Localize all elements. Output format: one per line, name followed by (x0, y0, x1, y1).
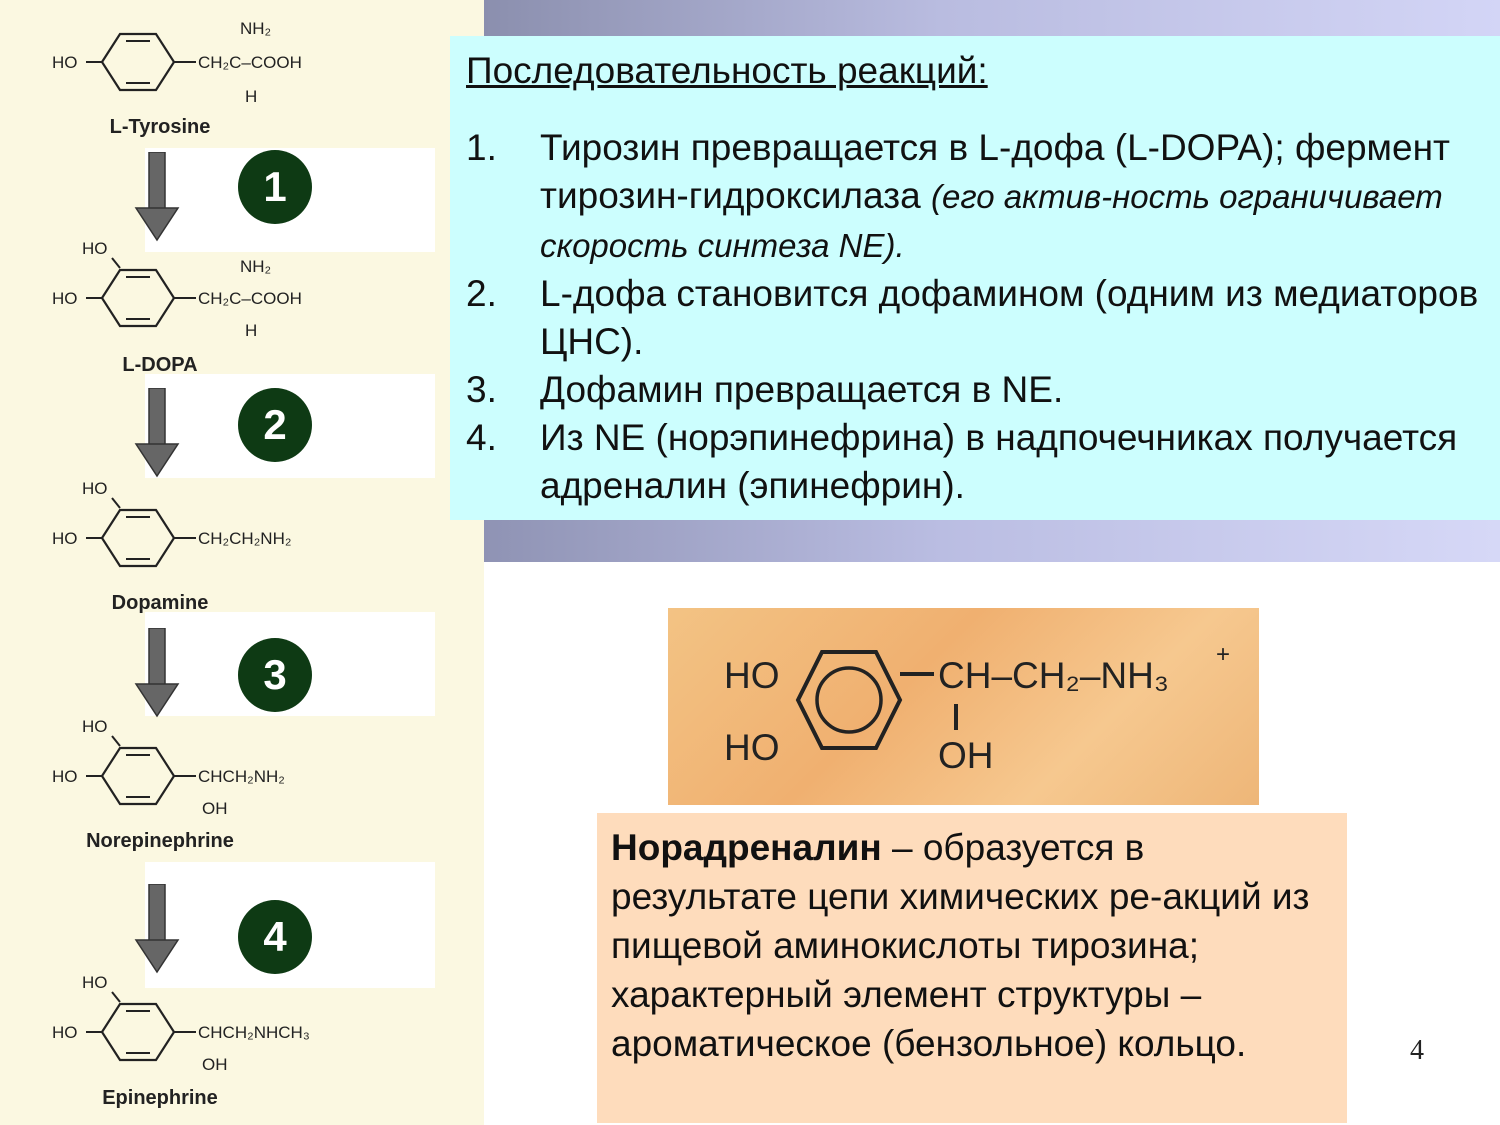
reactions-box (450, 36, 1500, 520)
top-label: NH₂ (240, 257, 272, 276)
benzene-ring-icon (40, 232, 370, 342)
down-arrow-icon (134, 884, 180, 974)
ring-label: HO (52, 289, 78, 308)
ho-top-label: HO (724, 655, 780, 696)
ring-label: HO (82, 973, 108, 992)
reactions-list (466, 124, 1486, 510)
item-text: Из NE (норэпинефрина) в надпочечниках получается адреналин (эпинефрин). (540, 417, 1458, 506)
down-arrow-icon (134, 628, 180, 718)
ring-label: HO (82, 239, 108, 258)
benzene-ring-icon (40, 710, 370, 825)
benzene-ring-icon (40, 472, 370, 572)
step-badge: 4 (238, 900, 312, 974)
bottom-label: H (245, 87, 258, 106)
ring-label: HO (82, 479, 108, 498)
list-item (466, 366, 1486, 414)
molecule-name: Dopamine (111, 592, 209, 614)
ring-label: HO (52, 1023, 78, 1042)
item-number: 3. (466, 369, 497, 410)
benzene-ring-icon (40, 966, 370, 1081)
item-text: L-дофа становится дофамином (одним из медиаторов ЦНС). (540, 273, 1479, 362)
item-number: 4. (466, 417, 497, 458)
list-item (466, 414, 1486, 510)
side-chain: CH₂C–COOH (198, 289, 302, 308)
bottom-label: H (245, 321, 258, 340)
molecule-epinephrine (40, 966, 370, 1076)
list-item (466, 270, 1486, 366)
ring-label: HO (82, 717, 108, 736)
side-chain: CH₂C–COOH (198, 53, 302, 72)
page-number: 4 (1410, 1035, 1424, 1066)
molecule-name: L-Tyrosine (109, 116, 211, 138)
description-bold: Норадреналин (611, 827, 882, 868)
description-body: – образуется в результате цепи химических ре-акций из пищевой аминокислоты тирозина; характерный элемент структуры – ароматическое (бензольное) кольцо. (611, 827, 1310, 1064)
benzene-ring-icon (668, 608, 1259, 805)
item-text: Тирозин превращается в L-дофа (L-DOPA); фермент тирозин-гидроксилаза (540, 127, 1450, 216)
side-chain-label: CH–CH₂–NH₃ (938, 655, 1169, 696)
description-text (611, 823, 1331, 1068)
step-badge: 1 (238, 150, 312, 224)
oh-label: OH (938, 735, 994, 776)
reactions-title: Последовательность реакций: (466, 50, 988, 91)
step-badge: 3 (238, 638, 312, 712)
item-number: 1. (466, 127, 497, 168)
down-arrow-icon (134, 388, 180, 478)
ring-label: HO (52, 529, 78, 548)
molecule-name: L-DOPA (122, 354, 198, 376)
item-text: Дофамин превращается в NE. (540, 369, 1064, 410)
item-note: (его актив-ность ограничивает скорость синтеза NE). (540, 178, 1443, 264)
bottom-label: OH (202, 799, 228, 818)
down-arrow-icon (134, 152, 180, 242)
molecule-name: Norepinephrine (86, 830, 234, 852)
molecule-dopamine (40, 472, 370, 582)
list-item (466, 124, 1486, 270)
molecule-l-dopa (40, 232, 370, 342)
side-chain: CHCH₂NHCH₃ (198, 1023, 310, 1042)
top-label: NH₂ (240, 19, 272, 38)
item-number: 2. (466, 273, 497, 314)
bottom-label: OH (202, 1055, 228, 1074)
molecule-norepinephrine (40, 710, 370, 820)
charge-label: + (1216, 641, 1231, 668)
molecule-name: Epinephrine (102, 1087, 218, 1109)
side-chain: CH₂CH₂NH₂ (198, 529, 292, 548)
molecule-l-tyrosine (40, 14, 370, 124)
step-badge: 2 (238, 388, 312, 462)
pathway-panel (0, 0, 484, 1125)
norepinephrine-structure (668, 608, 1259, 805)
benzene-ring-icon (40, 14, 370, 109)
ring-label: HO (52, 767, 78, 786)
middle-banner (484, 520, 1500, 562)
ring-label: HO (52, 53, 78, 72)
top-banner (484, 0, 1500, 36)
description-box (597, 813, 1347, 1123)
ho-bottom-label: HO (724, 727, 780, 768)
side-chain: CHCH₂NH₂ (198, 767, 285, 786)
